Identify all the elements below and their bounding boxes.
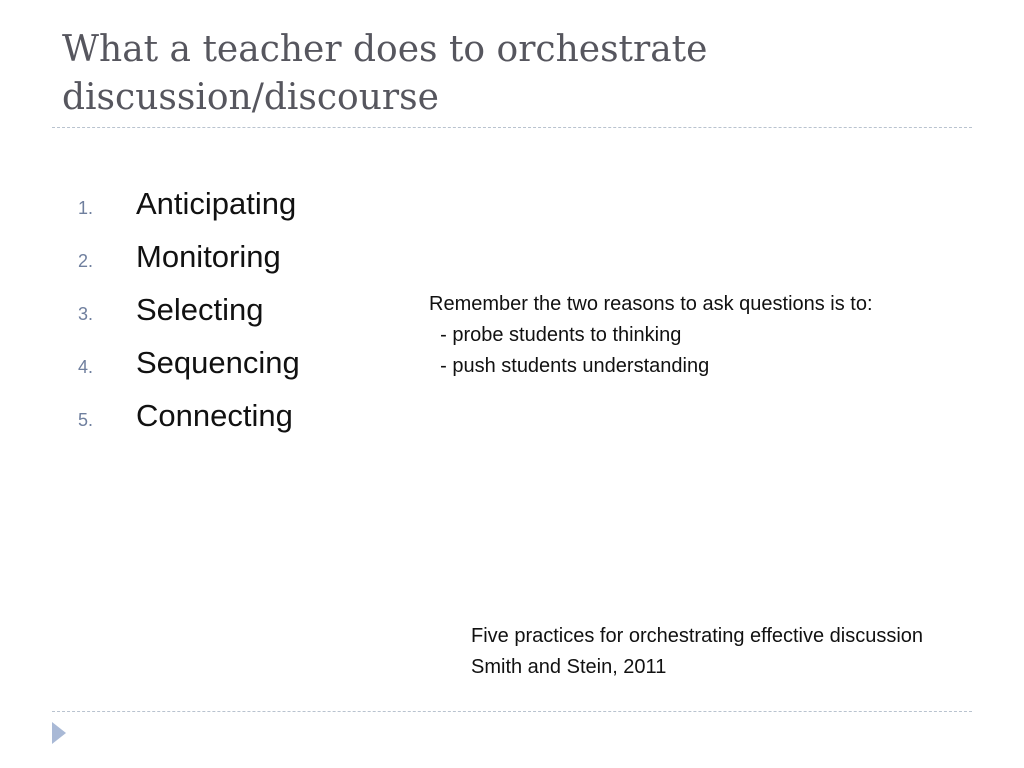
title-divider	[52, 127, 972, 128]
list-item-label: Anticipating	[136, 186, 297, 221]
list-item-number: 1.	[78, 198, 94, 218]
list-item-label: Sequencing	[136, 345, 300, 380]
list-item-label: Selecting	[136, 292, 264, 327]
note-line-1: Remember the two reasons to ask questions is to:	[429, 293, 873, 315]
citation-authors: Smith and Stein, 2011	[471, 656, 667, 678]
list-item	[78, 239, 300, 292]
title-line-2: discussion/discourse	[62, 77, 439, 118]
note-line-2: - probe students to thinking	[429, 324, 682, 346]
triangle-bullet-icon	[52, 722, 66, 744]
list-item-label: Monitoring	[136, 239, 281, 274]
title-line-1: What a teacher does to orchestrate	[62, 29, 708, 70]
list-item-number: 4.	[78, 357, 94, 377]
list-item-label: Connecting	[136, 398, 293, 433]
list-item	[78, 186, 300, 239]
list-item-number: 2.	[78, 251, 94, 271]
citation-title: Five practices for orchestrating effective discussion	[471, 625, 924, 647]
list-item-number: 3.	[78, 304, 94, 324]
list-item	[78, 292, 300, 345]
footer-divider	[52, 711, 972, 712]
note-line-3: - push students understanding	[429, 355, 710, 377]
list-item-number: 5.	[78, 410, 94, 430]
questions-note	[429, 289, 873, 382]
practices-list	[78, 186, 300, 451]
slide-title	[62, 26, 962, 122]
list-item	[78, 398, 300, 451]
list-item	[78, 345, 300, 398]
citation	[471, 621, 923, 683]
